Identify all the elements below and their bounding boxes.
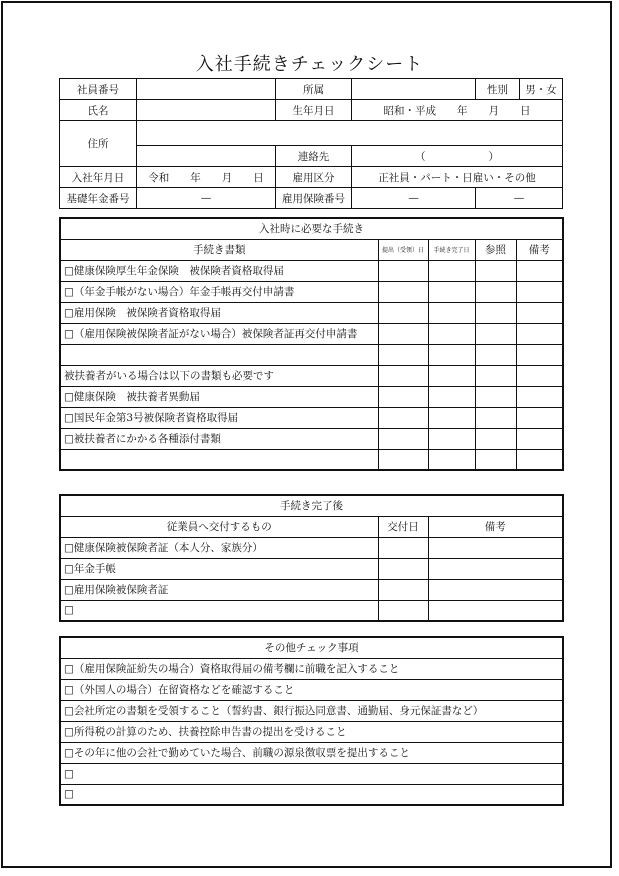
- procedure-item[interactable]: □（年金手帳がない場合）年金手帳再交付申請書: [60, 281, 378, 302]
- department-label: 所属: [276, 79, 352, 100]
- dependents-note: 被扶養者がいる場合は以下の書類も必要です: [60, 365, 378, 386]
- section3-header: その他チェック事項: [60, 637, 563, 658]
- pension-no-label: 基礎年金番号: [60, 188, 137, 209]
- employment-type-field[interactable]: 正社員・パート・日雇い・その他: [352, 167, 563, 188]
- table-row: [60, 260, 563, 281]
- procedure-item[interactable]: □国民年金第3号被保険者資格取得届: [60, 407, 378, 428]
- table-row: [60, 742, 563, 763]
- procedure-item[interactable]: [60, 344, 378, 365]
- issue-item[interactable]: □: [60, 600, 378, 621]
- table-row: [60, 302, 563, 323]
- check-item[interactable]: □その年に他の会社で勤めていた場合、前職の源泉徴収票を提出すること: [60, 742, 563, 763]
- employee-no-field[interactable]: [137, 79, 276, 100]
- department-field[interactable]: [352, 79, 476, 100]
- issue-item[interactable]: □年金手帳: [60, 558, 378, 579]
- procedure-item[interactable]: □雇用保険 被保険者資格取得届: [60, 302, 378, 323]
- table-row: [60, 281, 563, 302]
- join-date-label: 入社年月日: [60, 167, 137, 188]
- procedure-item[interactable]: [60, 449, 378, 470]
- table-row: [60, 537, 563, 558]
- pension-no-field[interactable]: —: [137, 188, 276, 209]
- table-row: [60, 600, 563, 621]
- name-field[interactable]: [137, 100, 276, 121]
- check-item[interactable]: □所得税の計算のため、扶養控除申告書の提出を受けること: [60, 721, 563, 742]
- col-submit-date: 提出（受領）日: [378, 239, 428, 260]
- table-row: [60, 679, 563, 700]
- table-row: [60, 700, 563, 721]
- procedure-item[interactable]: □（雇用保険被保険者証がない場合）被保険者証再交付申請書: [60, 323, 378, 344]
- col-issue-date: 交付日: [378, 516, 428, 537]
- issue-item[interactable]: □雇用保険被保険者証: [60, 579, 378, 600]
- check-item[interactable]: □: [60, 763, 563, 784]
- employment-type-label: 雇用区分: [276, 167, 352, 188]
- insurance-no-label: 雇用保険番号: [276, 188, 352, 209]
- contact-label: 連絡先: [276, 146, 352, 167]
- table-row: [60, 721, 563, 742]
- insurance-no-field-1[interactable]: —: [352, 188, 476, 209]
- col-remarks: 備考: [516, 239, 563, 260]
- birthdate-label: 生年月日: [276, 100, 352, 121]
- address-label: 住所: [60, 121, 137, 167]
- table-row: [60, 658, 563, 679]
- table-row: [60, 344, 563, 365]
- address-field[interactable]: [137, 121, 563, 146]
- table-row: [60, 365, 563, 386]
- procedure-item[interactable]: □健康保険厚生年金保険 被保険者資格取得届: [60, 260, 378, 281]
- employee-no-label: 社員番号: [60, 79, 137, 100]
- col-items-to-issue: 従業員へ交付するもの: [60, 516, 378, 537]
- table-row: [60, 323, 563, 344]
- section2-header: 手続き完了後: [60, 495, 563, 516]
- check-item[interactable]: □: [60, 784, 563, 805]
- table-row: [60, 763, 563, 784]
- section1-header: 入社時に必要な手続き: [60, 218, 563, 239]
- col-remarks-2: 備考: [428, 516, 563, 537]
- procedure-item[interactable]: □健康保険 被扶養者異動届: [60, 386, 378, 407]
- table-row: [60, 449, 563, 470]
- table-row: [60, 407, 563, 428]
- join-date-field[interactable]: 令和 年 月 日: [137, 167, 276, 188]
- col-procedure-docs: 手続き書類: [60, 239, 378, 260]
- post-procedure-table: [59, 494, 564, 622]
- name-label: 氏名: [60, 100, 137, 121]
- onboarding-procedures-table: [59, 217, 564, 471]
- procedure-item[interactable]: □被扶養者にかかる各種添付書類: [60, 428, 378, 449]
- issue-item[interactable]: □健康保険被保険者証（本人分、家族分）: [60, 537, 378, 558]
- contact-field[interactable]: （ ）: [352, 146, 563, 167]
- table-row: [60, 558, 563, 579]
- col-reference: 参照: [475, 239, 516, 260]
- page-title: 入社手続きチェックシート: [195, 54, 424, 75]
- table-row: [60, 579, 563, 600]
- check-item[interactable]: □（外国人の場合）在留資格などを確認すること: [60, 679, 563, 700]
- insurance-no-field-2[interactable]: —: [476, 188, 563, 209]
- other-checks-table: [59, 636, 564, 806]
- check-item[interactable]: □会社所定の書類を受領すること（誓約書、銀行振込同意書、通勤届、身元保証書など）: [60, 700, 563, 721]
- gender-label: 性別: [476, 79, 520, 100]
- employee-info-table: [59, 78, 563, 209]
- gender-options[interactable]: 男・女: [520, 79, 563, 100]
- table-row: [60, 428, 563, 449]
- table-row: [60, 386, 563, 407]
- table-row: [60, 784, 563, 805]
- col-complete-date: 手続き完了日: [428, 239, 475, 260]
- check-item[interactable]: □（雇用保険証紛失の場合）資格取得届の備考欄に前職を記入すること: [60, 658, 563, 679]
- birthdate-field[interactable]: 昭和・平成 年 月 日: [352, 100, 563, 121]
